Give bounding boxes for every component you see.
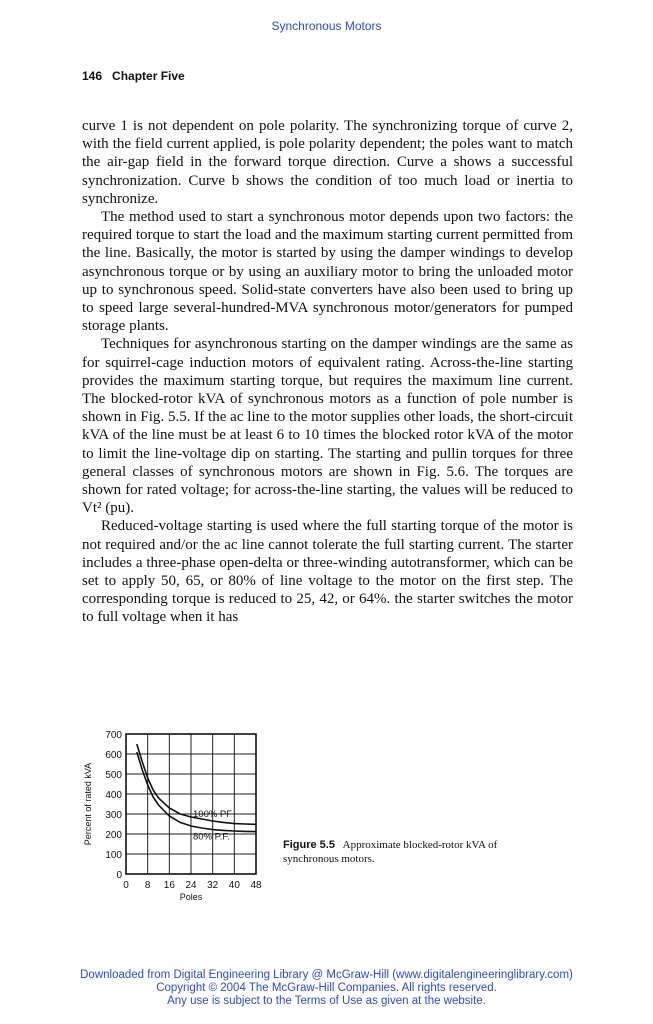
body-text — [82, 117, 573, 627]
running-head — [82, 69, 185, 83]
footer-terms-line[interactable]: Any use is subject to the Terms of Use as given at the website. — [167, 995, 486, 1007]
x-tick-label: 48 — [250, 880, 262, 891]
y-tick-label: 400 — [105, 790, 122, 801]
paragraph-3: Techniques for asynchronous starting on the damper windings are the same as for squirrel-cage induction motors of equivalent rating. Across-the-line starting provides the maximum starting torque, but requires the maximum line current. The blocked-rotor kVA of synchronous motors as a function of pole number is shown in Fig. 5.5. If the ac line to the motor supplies other loads, the short-circuit kVA of the line must be at least 6 to 10 times the blocked rotor kVA of the motor to limit the line-voltage dip on starting. The starting and pullin torques for three general classes of synchronous motors are shown in Fig. 5.6. The torques are shown for rated voltage; for across-the-line starting, the values will be reduced to Vt² (pu). — [82, 336, 573, 517]
x-tick-label: 16 — [163, 880, 175, 891]
series-label: 100% PF — [193, 809, 233, 820]
paragraph-1: curve 1 is not dependent on pole polarity. The synchronizing torque of curve 2, with the field current applied, is pole polarity dependent; the poles want to match the air-gap field in the forward torque direction. Curve a shows a successful synchronization. Curve b shows the condition of too much load or inertia to synchronize. — [82, 118, 573, 207]
page-number: 146 — [82, 69, 103, 83]
blocked-rotor-kva-chart — [78, 722, 268, 912]
y-tick-label: 700 — [105, 730, 122, 741]
y-axis-label: Percent of rated kVA — [83, 762, 93, 846]
footer-download-line[interactable]: Downloaded from Digital Engineering Library @ McGraw-Hill (www.digitalengineeringlibrary.com) — [80, 969, 573, 981]
y-tick-label: 0 — [116, 870, 122, 881]
x-tick-label: 32 — [207, 880, 219, 891]
footer — [0, 969, 653, 1008]
book-section-title: Synchronous Motors — [271, 19, 382, 33]
y-tick-label: 300 — [105, 810, 122, 821]
x-tick-label: 0 — [123, 880, 129, 891]
y-tick-label: 500 — [105, 770, 122, 781]
x-tick-label: 40 — [228, 880, 240, 891]
x-tick-label: 24 — [185, 880, 197, 891]
figure-label: Figure 5.5 — [283, 839, 335, 851]
y-tick-label: 600 — [105, 750, 122, 761]
y-tick-label: 100 — [105, 850, 122, 861]
x-axis-label: Poles — [179, 892, 203, 902]
figure-caption — [283, 838, 513, 866]
paragraph-2: The method used to start a synchronous motor depends upon two factors: the required torque to start the load and the maximum starting current permitted from the line. Basically, the motor is started by using the damper windings to develop asynchronous torque or by using an auxiliary motor to bring the unloaded motor up to synchronous speed. Solid-state converters have also been used to bring up to speed large several-hundred-MVA synchronous motor/generators for pumped storage plants. — [82, 209, 573, 335]
chapter-label: Chapter Five — [112, 69, 185, 83]
figure-caption-text: Approximate blocked-rotor kVA of synchronous motors. — [283, 839, 498, 865]
x-tick-label: 8 — [144, 880, 151, 891]
series-label: 80% P.F. — [193, 831, 230, 843]
footer-copyright-line: Copyright © 2004 The McGraw-Hill Companies. All rights reserved. — [156, 982, 497, 994]
y-tick-label: 200 — [105, 830, 122, 841]
paragraph-4: Reduced-voltage starting is used where the full starting torque of the motor is not required and/or the ac line cannot tolerate the full starting current. The starter includes a three-phase open-delta or three-winding autotransformer, which can be set to apply 50, 65, or 80% of line voltage to the motor on the first step. The corresponding torque is reduced to 25, 42, or 64%. the starter switches the motor to full voltage when it has — [82, 518, 573, 626]
